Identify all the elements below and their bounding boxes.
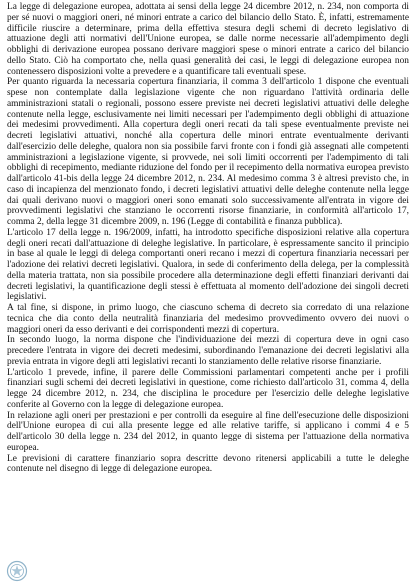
paragraph-4: A tal fine, si dispone, in primo luogo, che ciascuno schema di decreto sia corredato di una relazione tecnica che dia conto della neutralità finanziaria del medesimo provvedimento ovvero dei nuovi o maggiori oneri da esso derivanti e dei corrispondenti mezzi di copertura. — [7, 303, 409, 335]
paragraph-5: In secondo luogo, la norma dispone che l'individuazione dei mezzi di copertura deve in ogni caso precedere l'entrata in vigore dei decreti medesimi, subordinando l'emanazione dei decreti legislativi alla previa entrata in vigore degli atti legislativi recanti lo stanziamento delle relative risorse finanziarie. — [7, 335, 409, 367]
paragraph-8: Le previsioni di carattere finanziario sopra descritte devono ritenersi applicabili a tutte le deleghe contenute nel disegno di legge di delegazione europea. — [7, 453, 409, 475]
emblem-logo-icon — [6, 560, 28, 582]
paragraph-3: L'articolo 17 della legge n. 196/2009, infatti, ha introdotto specifiche disposizioni relative alla copertura degli oneri recati dall'attuazione di deleghe legislative. In particolare, è espressamente sancito il principio in base al quale le leggi di delega comportanti oneri recano i mezzi di copertura finanziaria necessari per l'adozione dei relativi decreti legislativi. Qualora, in sede di conferimento della delega, per la complessità della materia trattata, non sia possibile procedere alla determinazione degli effetti finanziari derivanti dai decreti legislativi, la quantificazione degli stessi è effettuata al momento dell'adozione dei singoli decreti legislativi. — [7, 227, 409, 303]
paragraph-2: Per quanto riguarda la necessaria copertura finanziaria, il comma 3 dell'articolo 1 dispone che eventuali spese non contemplate dalla legislazione vigente che non riguardano l'attività ordinaria delle amministrazioni statali o regionali, possono essere previste nei decreti legislativi attuativi delle deleghe contenute nella legge, esclusivamente nei limiti necessari per l'adempimento degli obblighi di attuazione dei medesimi provvedimenti. Alla copertura degli oneri recati da tali spese eventualmente previste nei decreti legislativi attuativi, nonché alla copertura delle minori entrate eventualmente derivanti dall'esercizio delle deleghe, qualora non sia possibile farvi fronte con i fondi già assegnati alle competenti amministrazioni a legislazione vigente, si provvede, nei soli limiti occorrenti per l'adempimento di tali obblighi di recepimento, mediante riduzione del fondo per il recepimento della normativa europea previsto dall'articolo 41-bis della legge 24 dicembre 2012, n. 234. Al medesimo comma 3 è altresì previsto che, in caso di incapienza del menzionato fondo, i decreti legislativi attuativi delle deleghe contenute nella legge dai quali derivano nuovi o maggiori oneri sono emanati solo successivamente all'entrata in vigore dei provvedimenti legislativi che stanziano le occorrenti risorse finanziarie, in conformità all'articolo 17, comma 2, della legge 31 dicembre 2009, n. 196 (Legge di contabilità e finanza pubblica). — [7, 77, 409, 227]
paragraph-1: La legge di delegazione europea, adottata ai sensi della legge 24 dicembre 2012, n. 234, non comporta di per sé nuovi o maggiori oneri, né minori entrate a carico del bilancio dello Stato. È, infatti, estremamente difficile riuscire a determinare, prima della effettiva stesura degli schemi di decreto legislativo di attuazione degli atti normativi dell'Unione europea, se dalle norme necessarie all'adempimento degli obblighi di derivazione europea possano derivare maggiori spese o minori entrate a carico del bilancio dello Stato. Ciò ha comportato che, nella quasi generalità dei casi, le leggi di delegazione europea non contenessero disposizioni volte a prevedere e a quantificare tali eventuali spese. — [7, 2, 409, 77]
paragraph-7: In relazione agli oneri per prestazioni e per controlli da eseguire al fine dell'esecuzione delle disposizioni dell'Unione europea di cui alla presente legge ed alle relative tariffe, si applicano i commi 4 e 5 dell'articolo 30 della legge n. 234 del 2012, in quanto legge di sistema per l'attuazione della normativa europea. — [7, 410, 409, 453]
paragraph-6: L'articolo 1 prevede, infine, il parere delle Commissioni parlamentari competenti anche per i profili finanziari sugli schemi dei decreti legislativi in questione, come richiesto dall'articolo 31, comma 4, della legge 24 dicembre 2012, n. 234, che disciplina le procedure per l'esercizio delle deleghe legislative conferite al Governo con la legge di delegazione europea. — [7, 367, 409, 410]
